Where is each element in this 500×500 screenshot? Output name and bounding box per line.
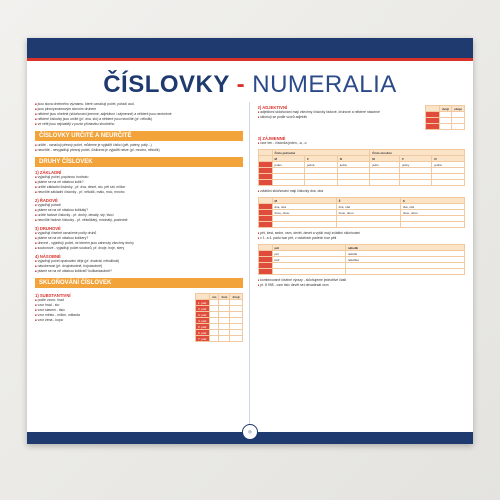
table-header: sto bbox=[209, 294, 219, 300]
poster-title bbox=[27, 71, 473, 99]
section-line: ■ neurčité základní číslovky - př. několik, málo, moc, mnoho bbox=[35, 190, 243, 195]
subheading-substantivni: 1) SUBSTANTIVNÍ bbox=[35, 293, 71, 298]
intro-line: ■ ve větě jsou nejčastěji v pozici přívlastku shodného bbox=[35, 122, 243, 127]
table-cell: několika bbox=[345, 257, 464, 263]
section-line: ■ př. 8 998 - osm tisíc devět set devadesát osm bbox=[258, 283, 466, 288]
table-header: dvojí bbox=[439, 106, 451, 112]
section-heading-urcite: ČÍSLOVKY URČITÉ A NEURČITÉ bbox=[35, 131, 243, 141]
gender-header: N bbox=[337, 156, 370, 162]
table-cell: pěti bbox=[272, 257, 345, 263]
subheading-zajmenne: 3) ZÁJMENNÉ bbox=[257, 136, 286, 141]
section-line: ■ pět, šest, sedm, osm, devět, deset a vyšší mají zvláštní skloňování bbox=[258, 231, 466, 236]
left-column bbox=[35, 102, 250, 430]
section-line: ■ vzor žena - kopa bbox=[35, 318, 189, 323]
table-cell: jedny bbox=[400, 162, 432, 168]
gender-header: F bbox=[400, 156, 432, 162]
table-header: několik bbox=[345, 245, 464, 251]
right-column bbox=[258, 102, 466, 430]
section-line: ■ úhrnné - vyjadřují počet, ve kterém jsou zahrnuty všechny druhy bbox=[35, 241, 243, 246]
section-line: ■ určité řadové číslovky - př. druhý, desátý, stý, tisící bbox=[35, 213, 243, 218]
title-sub: NUMERALIA bbox=[252, 71, 397, 98]
subheading-nasobne: 4) NÁSOBNÉ bbox=[35, 254, 61, 259]
poster-red-stripe bbox=[27, 58, 473, 61]
table-cell: jedno bbox=[337, 162, 370, 168]
section-line: ■ podle vzoru: hrad bbox=[35, 298, 189, 303]
case-label: 5. pád bbox=[195, 324, 209, 330]
section-line: ■ ptáme se na ně otázkou kolikrát? kolikanásobně? bbox=[35, 269, 243, 274]
section-line: ■ určité - označují přesný počet, můžeme je vyjádřit číslicí (pět, patery, pátý...) bbox=[35, 143, 243, 148]
table-cell: dvou, obou bbox=[400, 210, 464, 216]
table-cell: několik bbox=[345, 251, 464, 257]
case-label: 6. pád bbox=[195, 330, 209, 336]
substantive-table bbox=[195, 293, 243, 342]
section-line: ■ zvláštní skloňování mají číslovky dva, oba bbox=[258, 189, 466, 194]
table-cell: pět bbox=[272, 251, 345, 257]
section-line: ■ vyjadřují číselně označené počty druhů bbox=[35, 231, 243, 236]
subheading-zakladni: 1) ZÁKLADNÍ bbox=[35, 170, 62, 175]
intro-line: ■ některé číslovky jsou určité (př. dva, sto) a některé jsou neurčité (př. několik) bbox=[35, 117, 243, 122]
table-header: S bbox=[400, 198, 464, 204]
table-cell: dva, oba bbox=[272, 204, 336, 210]
section-heading-druhy: DRUHY ČÍSLOVEK bbox=[35, 157, 243, 167]
table-cell: jedni bbox=[370, 162, 400, 168]
section-line: ■ souborové - vyjadřují počet souborů, př. dvoje, troje, stery bbox=[35, 246, 243, 251]
table-header: Číslo množné bbox=[370, 150, 465, 156]
section-line: ■ násobenost (př. dvojnásobně, trojnásobně) bbox=[35, 264, 243, 269]
table-header: Číslo jednotné bbox=[272, 150, 370, 156]
intro-line: ■ jsou plnovýznamovým slovním druhem bbox=[35, 107, 243, 112]
table-cell: dvě, obě bbox=[400, 204, 464, 210]
table-header: pět bbox=[272, 245, 345, 251]
section-line: ■ skloňují se podle vzorů adjektiv bbox=[258, 115, 419, 120]
pronoun-table bbox=[258, 149, 466, 186]
section-line: ■ vyjadřují počet, popisnou hodnotu bbox=[35, 175, 243, 180]
intro-line: ■ jsou slova ohebného významu, které označují počet, pořadí aod. bbox=[35, 102, 243, 107]
section-line: ■ ptáme se na ně otázkou kolikery? bbox=[35, 236, 243, 241]
subheading-druhove: 3) DRUHOVÉ bbox=[35, 226, 61, 231]
table-header: oboje bbox=[452, 106, 465, 112]
table-cell: jeden bbox=[272, 162, 305, 168]
pet-table bbox=[258, 244, 466, 275]
table-cell: dvou, obou bbox=[272, 210, 336, 216]
title-separator: - bbox=[229, 71, 253, 98]
table-cell: dvou, obou bbox=[336, 210, 400, 216]
poster-top-bar bbox=[27, 38, 473, 58]
case-label: 1. pád bbox=[195, 300, 209, 306]
gender-header: F bbox=[305, 156, 338, 162]
subheading-adjektivni: 2) ADJEKTIVNÍ bbox=[257, 105, 288, 110]
table-header: tisíc bbox=[219, 294, 230, 300]
section-line: ■ ptáme se na ně otázkou kolik? bbox=[35, 180, 243, 185]
case-label: 2. pád bbox=[195, 306, 209, 312]
table-cell: jedna bbox=[305, 162, 338, 168]
section-line: ■ neurčité - nevyjadřují přesný počet, číslicemi je vyjádřit nelze (př. mnoho, několik) bbox=[35, 148, 243, 153]
case-label: 7. pád bbox=[195, 336, 209, 342]
section-line: ■ vyjadřují pořadí bbox=[35, 203, 243, 208]
section-line: ■ vzor město - milion, miliarda bbox=[35, 313, 189, 318]
section-line: ■ kombinované číselné výrazy - skloňujeme jednotlivé části bbox=[258, 278, 466, 283]
section-heading-sklonovani: SKLOŇOVÁNÍ ČÍSLOVEK bbox=[35, 278, 243, 288]
section-line: ■ vzor stavení - tisíc bbox=[35, 308, 189, 313]
poster bbox=[27, 38, 473, 444]
section-line: ■ ptáme se na ně otázkou kolikátý? bbox=[35, 208, 243, 213]
table-header: dvojí bbox=[230, 294, 242, 300]
intro-line: ■ některé jsou ohebné (skloňování jmenné, adjektivní i zájmenné) a některé jsou neohebné bbox=[35, 112, 243, 117]
title-main: ČÍSLOVKY bbox=[103, 71, 230, 98]
dva-oba-table bbox=[258, 197, 466, 228]
table-cell: jedna bbox=[432, 162, 465, 168]
table-header: M bbox=[272, 198, 336, 204]
section-line: ■ vzor ten - číslovka jeden, -a, -o bbox=[258, 141, 466, 146]
section-line: ■ určité základní číslovky - př. dva, deset, sto, pět set, milion bbox=[35, 185, 243, 190]
gender-header: M bbox=[272, 156, 305, 162]
section-line: ■ vzor hrad - sto bbox=[35, 303, 189, 308]
section-line: ■ neurčité řadové číslovky - př. několikátý, mnohátý, posledně bbox=[35, 218, 243, 223]
case-label: 4. pád bbox=[195, 318, 209, 324]
section-line: ■ adjektivní skloňování mají všechny číslovky řadové, druhové a některé násobné bbox=[258, 110, 419, 115]
section-line: ■ vyjadřují počet opakování děje (př. dvakrát, několikrát) bbox=[35, 259, 243, 264]
gender-header: N bbox=[432, 156, 465, 162]
table-header: Ž bbox=[336, 198, 400, 204]
publisher-logo-icon: ◎ bbox=[242, 424, 258, 440]
adjective-table bbox=[425, 105, 465, 130]
section-line: ■ v 1. a 4. pádu tvar pět, v ostatních pádech tvar pěti bbox=[258, 236, 466, 241]
gender-header: M bbox=[370, 156, 400, 162]
case-label: 3. pád bbox=[195, 312, 209, 318]
table-cell: dvě, obě bbox=[336, 204, 400, 210]
subheading-radove: 2) ŘADOVÉ bbox=[35, 198, 58, 203]
